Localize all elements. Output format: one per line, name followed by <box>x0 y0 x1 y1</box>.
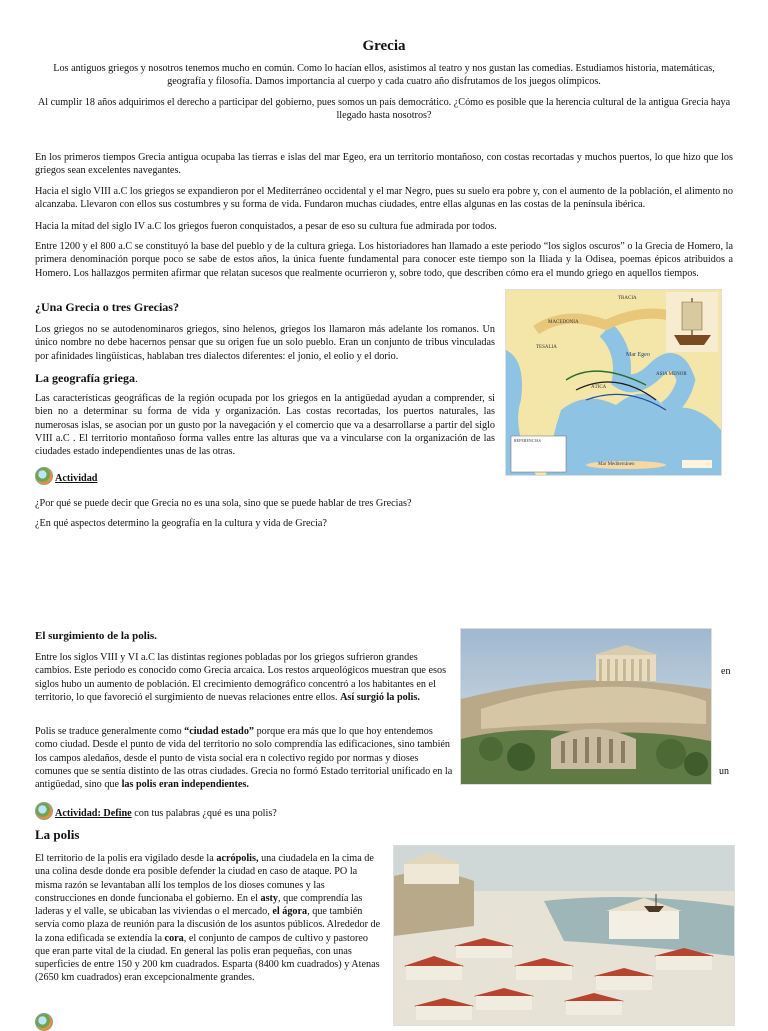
history-paragraph-4: Entre 1200 y el 800 a.C se constituyó la base del pueblo y de la cultura griega. Los historiadores han llamado a este periodo “los siglos oscuros” o la Grecia de Homero, la primera denominación porque poco se sabe de estos años, la única fuente fundamental para conocer este tiempo son la Iliada y la Odisea, poemas épicos atribuidos a Homero. Los hallazgos permiten afirmar que relatan sucesos que realmente ocurrieron y, sobre todo, que describen cómo era el mundo griego en aquellos tiempos. <box>35 241 733 279</box>
polis-p2-b: porque era más que lo que hoy entendemos como ciudad. Desde el punto de vida del territorio no solo comprendía las edificaciones, sino también los campos aledaños, desde el punto de vista social era n colectivo regido por normas y dioses comunes que se sentía distinto de las otras ciudades. Grecia no formó Estado territorial unificado en la antigüedad, sino que <box>35 726 453 790</box>
actividad-1-question-2: ¿En qué aspectos determino la geografía en la cultura y vida de Grecia? <box>35 518 327 529</box>
polis-illustration-drawing <box>394 846 734 1025</box>
map-legend-title: REFERENCIAS <box>514 438 541 443</box>
actividad-1-question-1: ¿Por qué se puede decir que Grecia no es una sola, sino que se puede hablar de tres Grecias? <box>35 498 412 509</box>
polis-origen-paragraph-1 <box>35 651 455 704</box>
polis-p2-bold-1: “ciudad estado” <box>184 726 255 737</box>
acropolis-photo <box>460 628 712 785</box>
la-polis-b4: cora <box>164 932 184 944</box>
polis-illustration <box>393 845 735 1026</box>
map-label-macedonia: MACEDONIA <box>548 320 579 325</box>
map-label-tracia: TRACIA <box>618 296 637 301</box>
la-polis-b1: acrópolis, <box>216 853 259 864</box>
history-paragraph-3: Hacia la mitad del siglo IV a.C los griegos fueron conquistados, a pesar de eso su cultura fue admirada por todos. <box>35 221 497 232</box>
polis-p2-bold-2: las polis eran independientes. <box>121 779 249 790</box>
activity-globe-icon <box>35 467 53 485</box>
polis-origen-p1-bold: Así surgió la polis. <box>340 691 420 703</box>
geografia-text: Las características geográficas de la región ocupada por los griegos en la antigüedad ayudan a comprender, si bien no a determinar su forma de vida y organización. Las costas recortadas, los puertos naturales, las numerosas islas, se asocian por un gusto por la navegación y el comercio que va a desarrollarse a partir del siglo VIII a.C . El territorio montañoso forma valles entre las alturas que va a vincularse con la organización de las ciudades estado independientes unas de las otras. <box>35 393 495 457</box>
actividad-2-label: Actividad: Define <box>55 808 132 819</box>
greece-map-drawing <box>506 290 721 475</box>
la-polis-text <box>35 852 385 985</box>
activity-globe-icon <box>35 802 53 820</box>
polis-origen-paragraph-2 <box>35 725 455 791</box>
map-label-mar-egeo: Mar Egeo <box>626 352 650 358</box>
polis-origen-p1-text: Entre los siglos VIII y VI a.C las distintas regiones pobladas por los griegos sufrieron grandes cambios. Este periodo es conocido como Grecia arcaica. Los restos arqueológicos muestran que esos siglos hubo un aumento de población. El crecimiento demográfico concentró a los habitantes en el territorio, lo que favoreció el surgimiento de nuevas relaciones entre ellos. <box>35 652 447 703</box>
activity-globe-icon <box>35 1013 53 1031</box>
intro-paragraph-1: Los antiguos griegos y nosotros tenemos mucho en común. Como lo hacían ellos, asistimos al teatro y nos gustan las comedias. Estudiamos historia, matemáticas, geografía y filosofía. Damos importancia al cuerpo y cada cuatro año disfrutamos de los juegos olímpicos. <box>53 63 715 88</box>
tres-grecias-text: Los griegos no se autodenominaros griegos, sino helenos, griegos los llamaron más adelante los romanos. Un único nombre no debe hacernos pensar que su origen fue un solo pueblo. Eran un conjunto de tribus vinculadas por afinidades lingüísticas, hablaban tres dialectos diferentes: el jonio, el eolio y el dorio. <box>35 324 495 362</box>
actividad-2-row <box>35 802 277 820</box>
tres-grecias-heading: ¿Una Grecia o tres Grecias? <box>35 300 179 314</box>
intro-paragraph-2: Al cumplir 18 años adquirimos el derecho a participar del gobierno, pues somos un país democrático. ¿Cómo es posible que la herencia cultural de la antigua Grecia haya llegado hasta nosotros? <box>37 97 731 122</box>
la-polis-t3: , que comprendía las laderas y el valle, se ubicaban las viviendas o el mercado, <box>35 892 363 917</box>
la-polis-b2: asty <box>260 892 279 904</box>
actividad-1-label: Actividad <box>55 473 98 484</box>
la-polis-t4: , que también servía como plaza de reunión para la discusión de los asuntos públicos. Alrededor de la zona edificada se extendía la <box>35 906 381 944</box>
geografia-heading <box>35 371 138 387</box>
geografia-heading-suffix: . <box>134 371 138 385</box>
la-polis-t1: El territorio de la polis era vigilado desde la <box>35 853 217 864</box>
side-word-en: en <box>721 666 731 677</box>
polis-origen-heading: El surgimiento de la polis. <box>35 630 157 642</box>
la-polis-b3: el ágora <box>272 906 308 917</box>
la-polis-t5: , el conjunto de campos de cultivo y pastoreo que eran parte vital de la ciudad. En general las polis eran pequeñas, con unas superficies de entre 150 y 200 km cuadrados. Esparta (8400 km cuadrados) y Atenas (2650 km cuadrados) eran excepcionalmente grandes. <box>35 932 380 984</box>
map-label-tesalia: TESALIA <box>536 345 557 350</box>
polis-p2-a: Polis se traduce generalmente como <box>35 726 185 737</box>
map-label-asia-menor: ASIA MENOR <box>656 372 687 377</box>
side-word-un: un <box>719 766 729 777</box>
greece-map-image <box>505 289 722 476</box>
map-label-atica: ÁTICA <box>591 385 607 390</box>
page-title: Grecia <box>362 38 406 54</box>
actividad-1-row <box>35 467 97 485</box>
actividad-2-text: con tus palabras ¿qué es una polis? <box>131 808 277 819</box>
geografia-heading-text: La geografía griega <box>35 371 135 385</box>
la-polis-t2: una ciudadela en la cima de una colina desde donde era posible defender la ciudad en caso de ataque. PO la misma razón se levantaban allí los templos de los dioses comunes y las construcciones en donde funcionaba el gobierno. En el <box>35 853 374 904</box>
la-polis-heading: La polis <box>35 827 80 842</box>
history-paragraph-2: Hacia el siglo VIII a.C los griegos se expandieron por el Mediterráneo occidental y el mar Negro, pues su suelo era pobre y, con el aumento de la población, el alimento no alcanzaba. Llevaron con ellos sus costumbres y su forma de vida. Fundaron muchas ciudades, entre ellas algunas en las costas de la península ibérica. <box>35 186 733 211</box>
actividad-3-row <box>35 1013 55 1031</box>
map-label-mediterraneo: Mar Mediterráneo <box>598 462 635 467</box>
history-paragraph-1: En los primeros tiempos Grecia antigua ocupaba las tierras e islas del mar Egeo, era un territorio montañoso, con costas recortadas y muchos puertos, lo que hizo que los griegos sean excelentes navegantes. <box>35 152 733 177</box>
acropolis-photo-drawing <box>461 629 711 784</box>
